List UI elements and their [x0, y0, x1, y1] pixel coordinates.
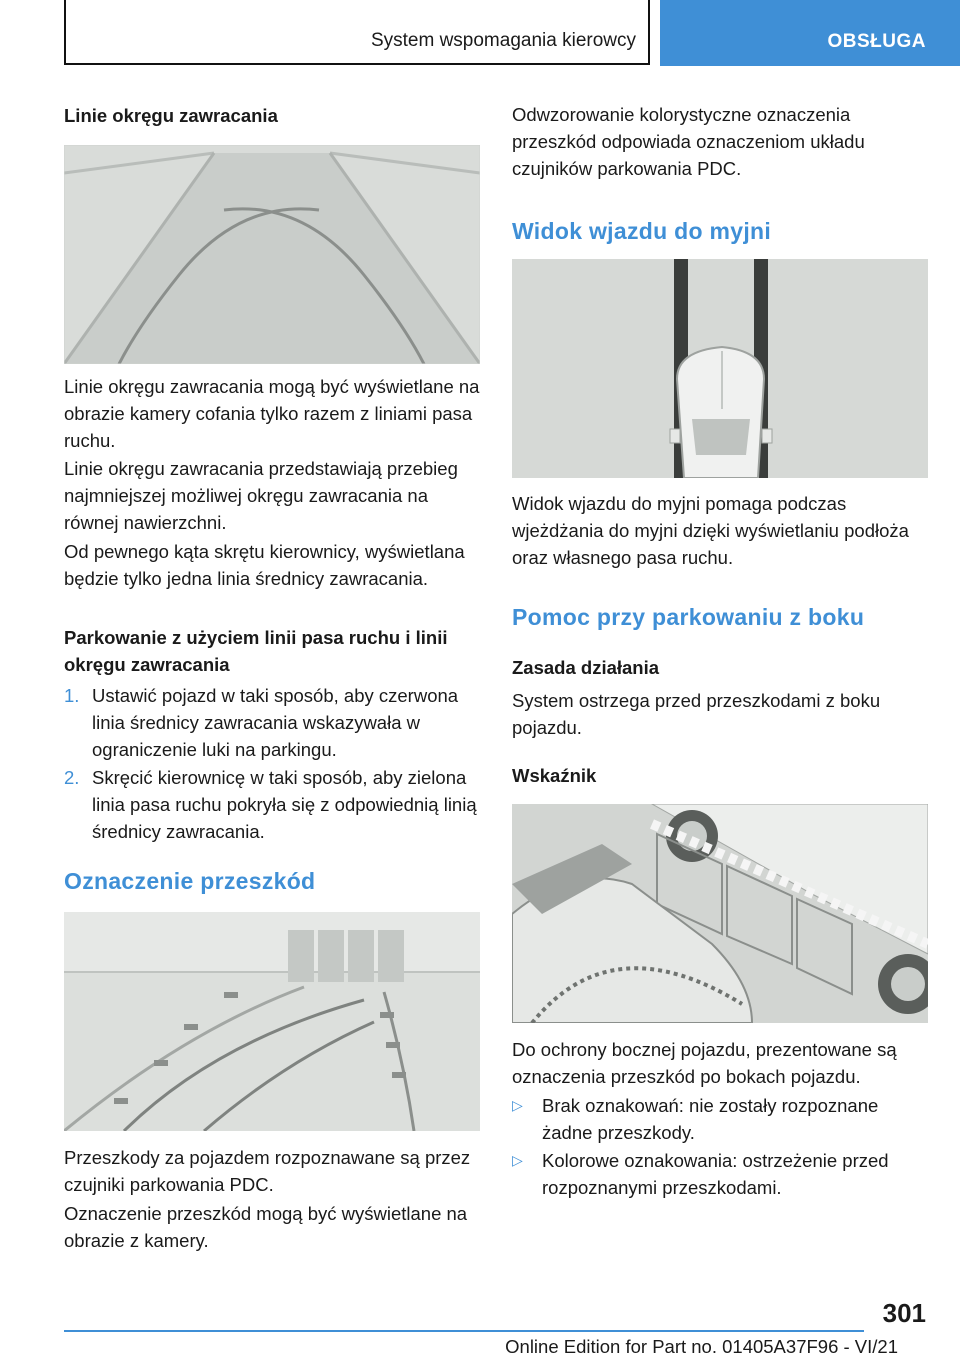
- header-divider-bottom: [64, 63, 650, 65]
- figure-side-parking-view: [512, 804, 928, 1023]
- list-item: [64, 682, 480, 764]
- heading-parking: Parkowanie z użyciem linii pasa ruchu i linii okręgu zawracania: [64, 627, 448, 675]
- paragraph-turn-1: Linie okręgu zawracania mogą być wyświetlane na obrazie kamery cofania tylko razem z liniami pasa ruchu.: [64, 376, 480, 451]
- list-number: 1.: [64, 685, 80, 706]
- heading-principle: Zasada działania: [512, 657, 660, 678]
- list-item: [512, 1147, 928, 1201]
- heading-carwash: Widok wjazdu do myjni: [512, 218, 772, 244]
- paragraph-obstacles-2: Oznaczenie przeszkód mogą być wyświetlane na obrazie z kamery.: [64, 1203, 468, 1251]
- heading-side-parking: Pomoc przy parkowaniu z boku: [512, 604, 865, 630]
- steps-list: [64, 682, 480, 845]
- section-tab-label: OBSŁUGA: [827, 31, 926, 52]
- paragraph-carwash: Widok wjazdu do myjni pomaga podczas wjeżdżania do myjni dzięki wyświetlaniu podłoża oraz własnego pasa ruchu.: [512, 493, 909, 568]
- list-number: 2.: [64, 767, 80, 788]
- page-number: 301: [882, 1298, 926, 1328]
- list-text: Brak oznakowań: nie zostały rozpoznane żadne przeszkody.: [542, 1095, 879, 1143]
- paragraph-principle: System ostrzega przed przeszkodami z boku pojazdu.: [512, 690, 881, 738]
- paragraph-color-mapping: Odwzorowanie kolorystyczne oznaczenia przeszkód odpowiada oznaczeniom układu czujników parkowania PDC.: [512, 104, 865, 179]
- list-text: Skręcić kierownicę w taki sposób, aby zielona linia pasa ruchu pokryła się z odpowiednią linią średnicy zawracania.: [92, 767, 477, 842]
- heading-obstacles: Oznaczenie przeszkód: [64, 868, 316, 894]
- chapter-title: System wspomagania kierowcy: [370, 30, 636, 51]
- figure-turning-circle-lines: [64, 145, 480, 364]
- heading-indicator: Wskaźnik: [512, 765, 597, 786]
- edition-footer: Online Edition for Part no. 01405A37F96 - VI/21: [505, 1336, 898, 1357]
- triangle-bullet-icon: ▷: [512, 1152, 523, 1168]
- footer-divider: [64, 1330, 864, 1332]
- triangle-bullet-icon: ▷: [512, 1097, 523, 1113]
- heading-turn-lines: Linie okręgu zawracania: [64, 105, 278, 126]
- section-tab[interactable]: [660, 0, 960, 66]
- list-text: Kolorowe oznakowania: ostrzeżenie przed rozpoznanymi przeszkodami.: [542, 1150, 889, 1198]
- paragraph-indicator: Do ochrony bocznej pojazdu, prezentowane są oznaczenia przeszkód po bokach pojazdu.: [512, 1039, 897, 1087]
- figure-obstacle-marking: [64, 912, 480, 1131]
- paragraph-obstacles-1: Przeszkody za pojazdem rozpoznawane są przez czujniki parkowania PDC.: [64, 1147, 471, 1195]
- paragraph-turn-3: Od pewnego kąta skrętu kierownicy, wyświetlana będzie tylko jedna linia średnicy zawracania.: [64, 541, 465, 589]
- list-text: Ustawić pojazd w taki sposób, aby czerwona linia średnicy zawracania wskazywała w ograniczenie luki na parkingu.: [92, 685, 459, 760]
- figure-carwash-view: [512, 259, 928, 478]
- list-item: [512, 1092, 928, 1147]
- header-divider-mid: [648, 0, 650, 64]
- list-item: [64, 764, 480, 845]
- paragraph-turn-2: Linie okręgu zawracania przedstawiają przebieg najmniejszej możliwej okręgu zawracania na równej nawierzchni.: [64, 458, 458, 533]
- bullet-list: [512, 1092, 928, 1201]
